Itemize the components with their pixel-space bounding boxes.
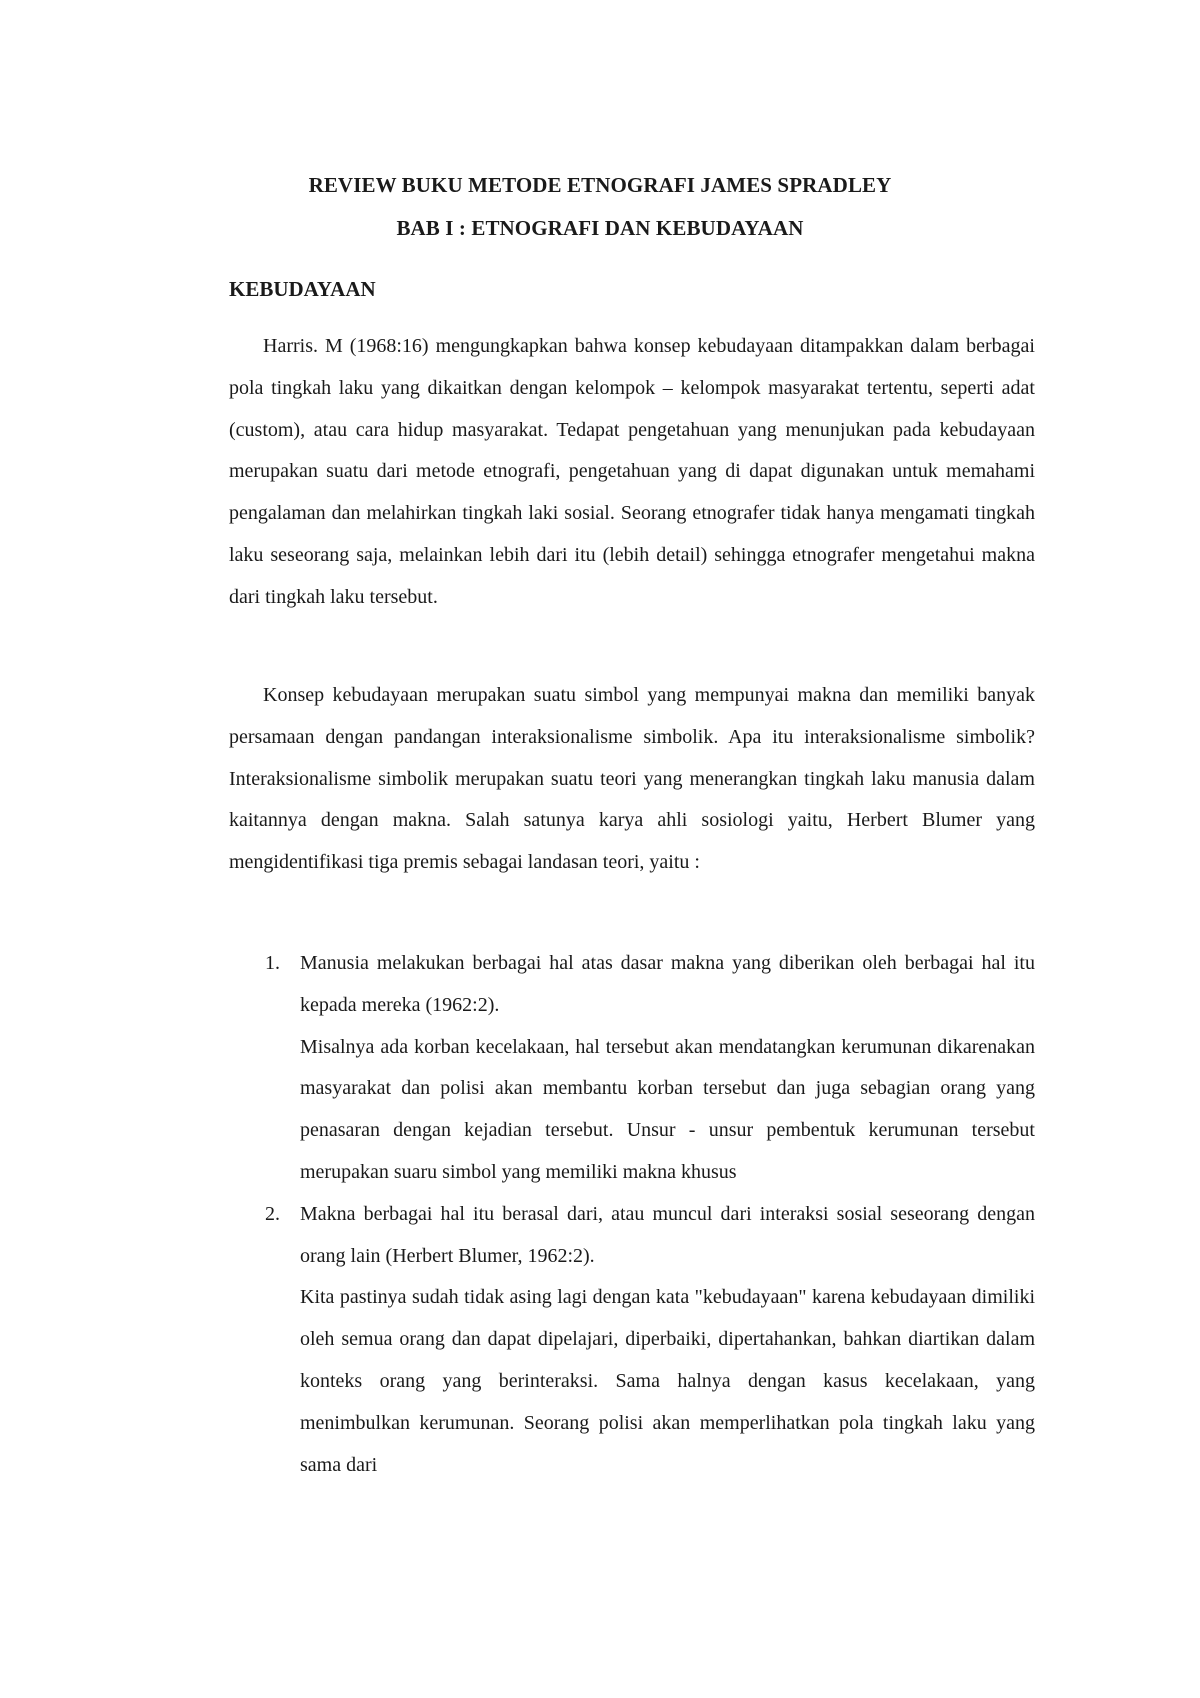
premises-list	[229, 943, 1035, 1486]
document-title: REVIEW BUKU METODE ETNOGRAFI JAMES SPRADLEY	[308, 173, 892, 197]
paragraph: Harris. M (1968:16) mengungkapkan bahwa konsep kebudayaan ditampakkan dalam berbagai pola tingkah laku yang dikaitkan dengan kelompok – kelompok masyarakat tertentu, seperti adat (custom), atau cara hidup masyarakat. Tedapat pengetahuan yang menunjukan pada kebudayaan merupakan suatu dari metode etnografi, pengetahuan yang di dapat digunakan untuk memahami pengalaman dan melahirkan tingkah laki sosial. Seorang etnografer tidak hanya mengamati tingkah laku seseorang saja, melainkan lebih dari itu (lebih detail) sehingga etnografer mengetahui makna dari tingkah laku tersebut.	[229, 335, 1035, 608]
list-explanation: Kita pastinya sudah tidak asing lagi dengan kata "kebudayaan" karena kebudayaan dimiliki oleh semua orang dan dapat dipelajari, diperbaiki, dipertahankan, bahkan diartikan dalam konteks orang yang berinteraksi. Sama halnya dengan kasus kecelakaan, yang menimbulkan kerumunan. Seorang polisi akan memperlihatkan pola tingkah laku yang sama dari	[300, 1286, 1035, 1476]
paragraph: Konsep kebudayaan merupakan suatu simbol yang mempunyai makna dan memiliki banyak persamaan dengan pandangan interaksionalisme simbolik. Apa itu interaksionalisme simbolik? Interaksionalisme simbolik merupakan suatu teori yang menerangkan tingkah laku manusia dalam kaitannya dengan makna. Salah satunya karya ahli sosiologi yaitu, Herbert Blumer yang mengidentifikasi tiga premis sebagai landasan teori, yaitu :	[229, 684, 1035, 874]
list-number: 2.	[265, 1202, 280, 1225]
list-item	[229, 943, 1035, 1194]
chapter-title: BAB I : ETNOGRAFI DAN KEBUDAYAAN	[396, 216, 804, 240]
list-premise: Manusia melakukan berbagai hal atas dasar makna yang diberikan oleh berbagai hal itu kepada mereka (1962:2).	[300, 952, 1035, 1016]
list-explanation: Misalnya ada korban kecelakaan, hal tersebut akan mendatangkan kerumunan dikarenakan masyarakat dan polisi akan membantu korban tersebut dan juga sebagian orang yang penasaran dengan kejadian tersebut. Unsur - unsur pembentuk kerumunan tersebut merupakan suaru simbol yang memiliki makna khusus	[300, 1035, 1035, 1183]
list-number: 1.	[265, 952, 280, 974]
list-premise: Makna berbagai hal itu berasal dari, atau muncul dari interaksi sosial seseorang dengan orang lain (Herbert Blumer, 1962:2).	[300, 1202, 1035, 1267]
section-heading: KEBUDAYAAN	[229, 277, 376, 301]
list-item	[229, 1194, 1035, 1487]
